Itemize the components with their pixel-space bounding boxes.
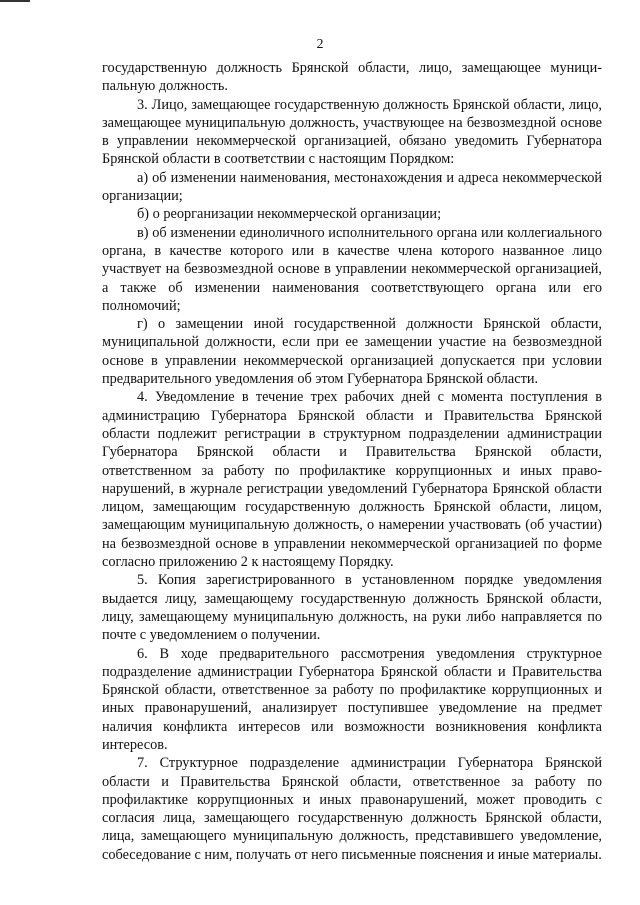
paragraph-4: 4. Уведомление в течение трех рабочих дней с момента поступления в администрацию Губернатора Брянской области и Правительства Брянской области подлежит регистрации в структурном подразделении администрации Губернатора Брянской области и Правительства Брянской области, ответственном за работу по профилактике коррупционных и иных правонарушений, в журнале регистрации уведомлений Губернатора Брянской области лицом, замещающим государственную должность Брянской области, лицом, замещающим муниципальную должность, о намерении участвовать (об участии) на безвозмездной основе в управлении некоммерческой организацией по форме согласно приложению 2 к настоящему Порядку. (102, 389, 602, 571)
paragraph-continuation: государственную должность Брянской области, лицо, замещающее муниципальную должность. (102, 60, 602, 95)
paragraph-6: 6. В ходе предварительного рассмотрения уведомления структурное подразделение администрации Губернатора Брянской области и Правительства Брянской области, ответственное за работу по профилактике коррупционных и иных правонарушений, анализирует поступившее уведомление на предмет наличия конфликта интересов или возможности возникновения конфликта интересов. (102, 645, 602, 753)
paragraph-3b: б) о реорганизации некоммерческой организации; (137, 206, 442, 223)
paragraph-3d: г) о замещении иной государственной должности Брянской области, муниципальной должности, если при ее замещении участие на безвозмездной основе в управлении некоммерческой организацией допускается при условии предварительного уведомления об этом Губернатора Брянской области. (102, 316, 602, 388)
paragraph-3: 3. Лицо, замещающее государственную должность Брянской области, лицо, замещающее муниципальную должность, участвующее на безвозмездной основе в управлении некоммерческой организацией, обязано уведомить Губернатора Брянской области в соответствии с настоящим Порядком: (102, 96, 602, 168)
paragraph-7: 7. Структурное подразделение администрации Губернатора Брянской области и Правительства Брянской области, ответственное за работу по профилактике коррупционных и иных правонарушений, может проводить с согласия лица, замещающего государственную должность Брянской области, лица, замещающего муниципальную должность, представившего уведомление, собеседование с ним, получать от него письменные пояснения и иные материалы. (102, 755, 602, 863)
paragraph-3c: в) об изменении единоличного исполнительного органа или коллегиального органа, в качестве которого или в качестве члена которого названное лицо участвует на безвозмездной основе в управлении некоммерческой организацией, а также об изменении наименования соответствующего органа или его полномочий; (102, 224, 602, 314)
scan-corner-mark (0, 0, 30, 2)
paragraph-3a: а) об изменении наименования, местонахождения и адреса некоммерческой организации; (102, 169, 602, 205)
paragraph-5: 5. Копия зарегистрированного в установленном порядке уведомления выдается лицу, замещающему государственную должность Брянской области, лицу, замещающему муниципальную должность, на руки либо направляется по почте с уведомлением о получении. (102, 572, 602, 644)
document-body (102, 59, 602, 864)
page-number: 2 (316, 37, 324, 52)
